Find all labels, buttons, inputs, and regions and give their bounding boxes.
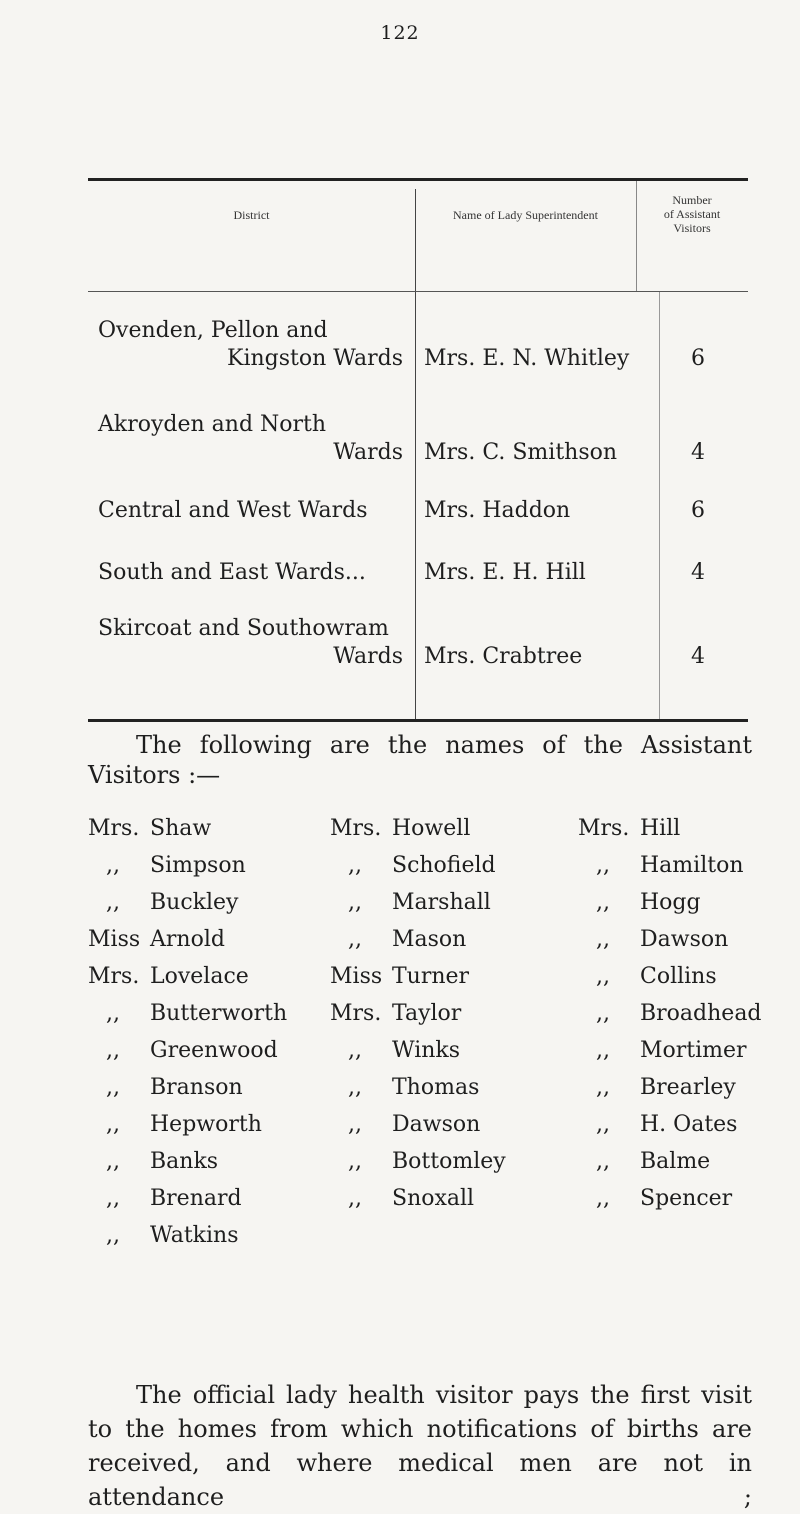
visitor-entry — [88, 1036, 278, 1066]
visitor-title: ,, — [596, 1001, 610, 1026]
header-number-line: Visitors — [673, 221, 711, 235]
visitor-name: Balme — [640, 1149, 711, 1174]
district-line: Wards — [333, 440, 403, 465]
number-cell: 6 — [691, 346, 705, 371]
visitor-entry — [88, 962, 249, 992]
visitor-title: ,, — [596, 927, 610, 952]
visitor-title: ,, — [348, 927, 362, 952]
visitor-name: Dawson — [392, 1112, 481, 1137]
visitor-entry — [88, 1073, 243, 1103]
visitor-row — [0, 962, 800, 992]
visitor-title: ,, — [348, 1075, 362, 1100]
visitor-title: Mrs. — [330, 816, 382, 841]
visitor-name: Hepworth — [150, 1112, 262, 1137]
page-number: 122 — [380, 22, 420, 44]
visitor-entry — [578, 851, 744, 881]
visitor-name: Hogg — [640, 890, 701, 915]
visitor-name: Lovelace — [150, 964, 249, 989]
visitor-row — [0, 888, 800, 918]
visitor-row — [0, 1184, 800, 1214]
visitor-name: Hill — [640, 816, 681, 841]
visitor-row — [0, 1147, 800, 1177]
visitor-title: ,, — [348, 1186, 362, 1211]
visitor-entry — [330, 925, 466, 955]
district-line: Ovenden, Pellon and — [98, 318, 328, 343]
district-line: Wards — [333, 644, 403, 669]
visitor-entry — [88, 1110, 262, 1140]
number-cell: 4 — [691, 644, 705, 669]
visitor-entry — [330, 999, 461, 1029]
visitor-name: Dawson — [640, 927, 729, 952]
visitor-row — [0, 999, 800, 1029]
visitor-title: ,, — [106, 1038, 120, 1063]
visitor-title: Mrs. — [88, 964, 140, 989]
visitor-title: ,, — [596, 1038, 610, 1063]
visitor-entry — [330, 814, 470, 844]
visitor-entry — [88, 851, 246, 881]
visitor-entry — [578, 962, 717, 992]
visitor-name: Snoxall — [392, 1186, 475, 1211]
visitor-entry — [88, 1184, 242, 1214]
visitor-entry — [578, 888, 701, 918]
visitor-row — [0, 814, 800, 844]
visitor-title: ,, — [348, 1149, 362, 1174]
district-line: Skircoat and Southowram — [98, 616, 389, 641]
visitor-name: Shaw — [150, 816, 212, 841]
visitor-entry — [330, 851, 496, 881]
header-number — [636, 193, 748, 235]
visitor-title: Mrs. — [330, 1001, 382, 1026]
visitor-name: Watkins — [150, 1223, 239, 1248]
visitor-title: ,, — [106, 1001, 120, 1026]
visitor-title: ,, — [596, 1112, 610, 1137]
visitor-title: ,, — [106, 1075, 120, 1100]
visitor-title: ,, — [596, 1186, 610, 1211]
visitor-entry — [578, 999, 762, 1029]
header-divider — [88, 291, 748, 292]
visitor-entry — [88, 999, 287, 1029]
visitor-title: ,, — [106, 1186, 120, 1211]
superintendent-cell: Mrs. E. H. Hill — [424, 560, 586, 585]
visitor-row — [0, 851, 800, 881]
visitor-row — [0, 1073, 800, 1103]
visitor-name: Turner — [392, 964, 470, 989]
visitor-name: Buckley — [150, 890, 239, 915]
visitor-entry — [578, 814, 680, 844]
visitor-row — [0, 1221, 800, 1251]
visitor-entry — [88, 1147, 218, 1177]
visitor-name: Simpson — [150, 853, 246, 878]
district-cell — [98, 497, 403, 525]
visitor-name: Thomas — [392, 1075, 480, 1100]
visitor-entry — [578, 1073, 736, 1103]
intro-paragraph — [88, 730, 752, 790]
superintendent-cell: Mrs. C. Smithson — [424, 440, 618, 465]
visitor-name: Bottomley — [392, 1149, 506, 1174]
header-number-line: of Assistant — [663, 207, 721, 221]
superintendents-table — [88, 178, 748, 722]
visitor-entry — [330, 1184, 474, 1214]
visitor-entry — [330, 1147, 506, 1177]
visitor-name: Schofield — [392, 853, 496, 878]
district-cell — [98, 411, 403, 467]
visitor-name: Marshall — [392, 890, 491, 915]
visitor-name: Broadhead — [640, 1001, 762, 1026]
visitor-name: Brenard — [150, 1186, 242, 1211]
visitor-entry — [330, 1036, 460, 1066]
visitor-name: Spencer — [640, 1186, 733, 1211]
header-superintendent: Name of Lady Superintendent — [453, 208, 598, 222]
visitor-entry — [88, 888, 238, 918]
visitor-name: Hamilton — [640, 853, 744, 878]
visitor-name: Arnold — [150, 927, 225, 952]
superintendent-cell: Mrs. Haddon — [424, 498, 571, 523]
number-cell: 6 — [691, 498, 705, 523]
district-cell — [98, 559, 403, 587]
visitor-title: ,, — [348, 1038, 362, 1063]
visitor-entry — [88, 1221, 238, 1251]
visitor-title: ,, — [106, 1223, 120, 1248]
visitor-name: Winks — [392, 1038, 461, 1063]
visitor-title: ,, — [106, 1112, 120, 1137]
visitor-entry — [578, 1036, 747, 1066]
header-district: District — [233, 208, 270, 222]
header-number-line: Number — [672, 193, 712, 207]
intro-line: The following are the names of the Assistant — [136, 731, 752, 759]
district-line: South and East Wards... — [98, 560, 366, 585]
visitor-entry — [578, 925, 728, 955]
visitor-name: Brearley — [640, 1075, 736, 1100]
visitor-title: Mrs. — [88, 816, 140, 841]
visitor-title: ,, — [596, 890, 610, 915]
visitor-row — [0, 1110, 800, 1140]
visitor-name: Mortimer — [640, 1038, 747, 1063]
visitor-entry — [330, 1110, 480, 1140]
number-cell: 4 — [691, 560, 705, 585]
district-cell — [98, 317, 403, 373]
visitor-entry — [330, 888, 491, 918]
visitor-row — [0, 925, 800, 955]
column-divider — [415, 189, 416, 719]
visitor-entry — [578, 1147, 710, 1177]
superintendent-cell: Mrs. E. N. Whitley — [424, 346, 630, 371]
visitor-entry — [330, 1073, 479, 1103]
visitor-title: Miss — [88, 927, 141, 952]
visitor-entry — [88, 814, 211, 844]
visitor-title: Miss — [330, 964, 383, 989]
visitor-title: Mrs. — [578, 816, 630, 841]
superintendent-cell: Mrs. Crabtree — [424, 644, 583, 669]
number-cell: 4 — [691, 440, 705, 465]
visitor-name: Howell — [392, 816, 471, 841]
district-line: Central and West Wards — [98, 498, 368, 523]
visitor-title: ,, — [106, 853, 120, 878]
closing-paragraph — [88, 1378, 752, 1514]
visitor-row — [0, 1036, 800, 1066]
column-divider — [659, 291, 660, 719]
visitor-entry — [578, 1184, 732, 1214]
visitor-name: Collins — [640, 964, 717, 989]
visitor-name: Banks — [150, 1149, 219, 1174]
district-cell — [98, 615, 403, 671]
visitor-title: ,, — [348, 890, 362, 915]
visitor-title: ,, — [596, 853, 610, 878]
visitor-name: Mason — [392, 927, 467, 952]
visitor-entry — [330, 962, 469, 992]
visitor-name: Greenwood — [150, 1038, 278, 1063]
district-line: Akroyden and North — [98, 412, 327, 437]
visitor-name: Branson — [150, 1075, 243, 1100]
visitor-title: ,, — [596, 964, 610, 989]
intro-line: Visitors :— — [88, 761, 221, 789]
visitor-name: Butterworth — [150, 1001, 288, 1026]
visitor-title: ,, — [348, 1112, 362, 1137]
visitor-entry — [578, 1110, 737, 1140]
visitor-title: ,, — [596, 1075, 610, 1100]
closing-line: to the homes from which notifications of births are — [88, 1415, 752, 1443]
visitor-title: ,, — [106, 890, 120, 915]
district-line: Kingston Wards — [227, 346, 403, 371]
visitor-title: ,, — [348, 853, 362, 878]
visitor-title: ,, — [596, 1149, 610, 1174]
visitor-name: Taylor — [392, 1001, 462, 1026]
visitor-name: H. Oates — [640, 1112, 738, 1137]
visitor-title: ,, — [106, 1149, 120, 1174]
visitor-entry — [88, 925, 225, 955]
closing-line: received, and where medical men are not in attendance ; — [88, 1449, 752, 1511]
closing-line: The official lady health visitor pays the first visit — [136, 1381, 752, 1409]
